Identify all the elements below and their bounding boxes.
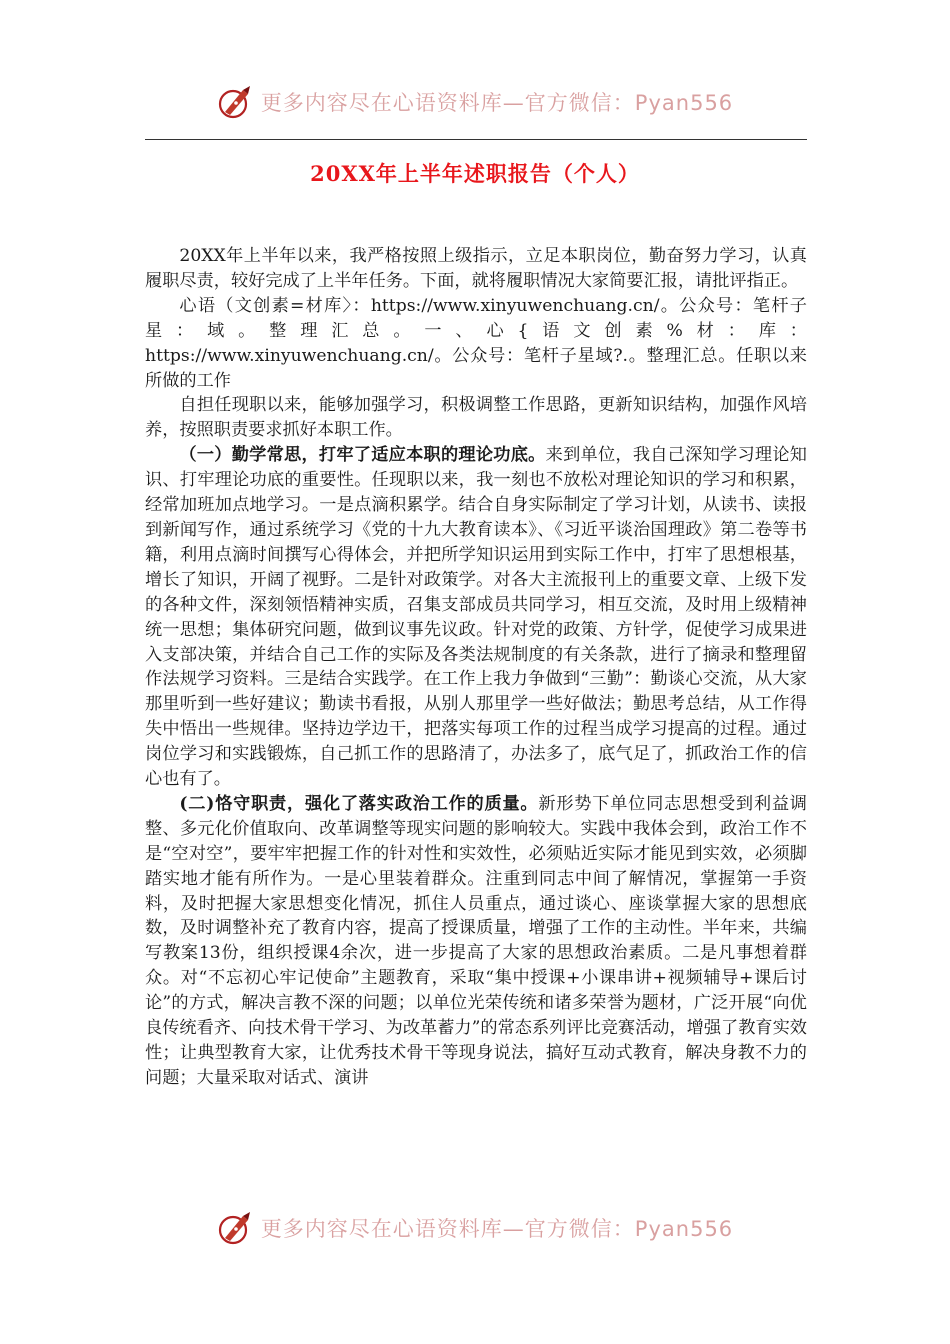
section-one-heading: （一）勤学常思，打牢了适应本职的理论功底。 <box>179 445 546 466</box>
section-two-heading: (二)恪守职责，强化了落实政治工作的质量。 <box>179 793 539 814</box>
paragraph-source-note: 心语（文创素=材库〉：https://www.xinyuwenchuang.cn/。公众号：笔杆子星：域。整理汇总。一、心{语文创素%材：库：https://www.xinyuwenchuang.cn/。公众号：笔杆子星域?.。整理汇总。任职以来所做的工作 <box>145 295 807 391</box>
header-banner-text: 更多内容尽在心语资料库—官方微信：Pyan556 <box>260 91 734 115</box>
section-one-body: 来到单位，我自己深知学习理论知识、打牢理论功底的重要性。任现职以来，我一刻也不放松对理论知识的学习和积累，经常加班加点地学习。一是点滴积累学。结合自身实际制定了学习计划，从读书、读报到新闻写作，通过系统学习《党的十九大教育读本》、《习近平谈治国理政》第二卷等书籍，利用点滴时间撰写心得体会，并把所学知识运用到实际工作中，打牢了思想根基，增长了知识，开阔了视野。二是针对政策学。对各大主流报刊上的重要文章、上级下发的各种文件，深刻领悟精神实质，召集支部成员共同学习，相互交流，及时用上级精神统一思想；集体研究问题，做到议事先议政。针对党的政策、方针学，促使学习成果进入支部决策，并结合自己工作的实际及各类法规制度的有关条款，进行了摘录和整理留作法规学习资料。三是结合实践学。在工作上我力争做到“三勤”：勤谈心交流，从大家那里听到一些好建议；勤读书看报，从别人那里学一些好做法；勤思考总结，从工作得失中悟出一些规律。坚持边学边干，把落实每项工作的过程当成学习提高的过程。通过岗位学习和实践锻炼，自己抓工作的思路清了，办法多了，底气足了，抓政治工作的信心也有了。 <box>145 445 807 790</box>
paragraph-overview: 自担任现职以来，能够加强学习，积极调整工作思路，更新知识结构，加强作风培养，按照职责要求抓好本职工作。 <box>145 395 807 441</box>
footer-banner <box>0 1206 950 1250</box>
paragraph-section-one <box>145 443 807 792</box>
document-body <box>145 244 807 1091</box>
header-divider <box>145 139 807 140</box>
pen-nib-logo-icon <box>217 84 253 120</box>
paragraph-section-two <box>145 792 807 1091</box>
paragraph-intro: 20XX年上半年以来，我严格按照上级指示，立足本职岗位，勤奋努力学习，认真履职尽责，较好完成了上半年任务。下面，就将履职情况大家简要汇报，请批评指正。 <box>145 246 807 291</box>
pen-nib-logo-icon <box>217 1210 253 1246</box>
document-title: 20XX年上半年述职报告（个人） <box>310 161 640 186</box>
header-banner <box>0 80 950 124</box>
footer-banner-text: 更多内容尽在心语资料库—官方微信：Pyan556 <box>260 1217 734 1241</box>
section-two-body: 新形势下单位同志思想受到利益调整、多元化价值取向、改革调整等现实问题的影响较大。实践中我体会到，政治工作不是“空对空”，要牢牢把握工作的针对性和实效性，必须贴近实际才能见到实效，必须脚踏实地才能有所作为。一是心里装着群众。注重到同志中间了解情况，掌握第一手资料，及时把握大家思想变化情况，抓住人员重点，通过谈心、座谈掌握大家的思想底数，及时调整补充了教育内容，提高了授课质量，增强了工作的主动性。半年来，共编写教案13份，组织授课4余次，进一步提高了大家的思想政治素质。二是凡事想着群众。对“不忘初心牢记使命”主题教育，采取“集中授课+小课串讲+视频辅导+课后讨论”的方式，解决言教不深的问题；以单位光荣传统和诸多荣誉为题材，广泛开展“向优良传统看齐、向技术骨干学习、为改革蓄力”的常态系列评比竞赛活动，增强了教育实效性；让典型教育大家，让优秀技术骨干等现身说法，搞好互动式教育，解决身教不力的问题；大量采取对话式、演讲 <box>145 793 807 1088</box>
